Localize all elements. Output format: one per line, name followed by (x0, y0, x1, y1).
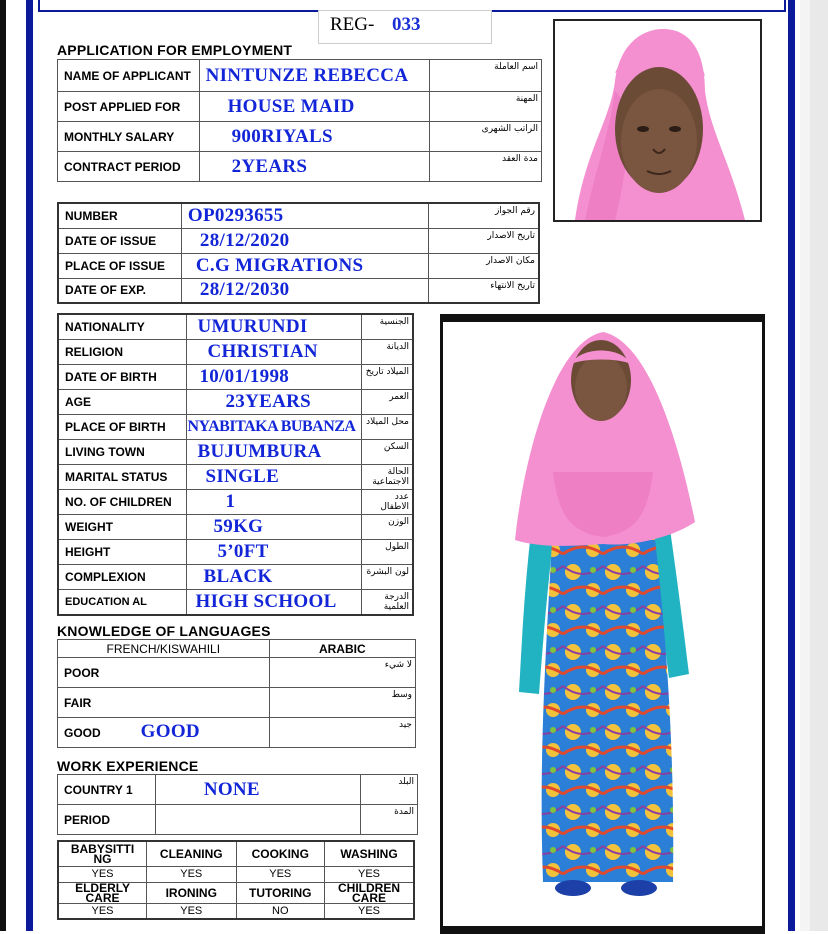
field-value: 2YEARS (199, 152, 430, 182)
level-label: FAIR (64, 696, 92, 710)
arabic-label: رقم الجواز (429, 203, 539, 228)
table-row (58, 564, 413, 589)
language-level (58, 688, 270, 718)
arabic-label: اسم العاملة (430, 60, 542, 92)
skill-value: YES (325, 866, 415, 882)
field-label: NAME OF APPLICANT (58, 60, 200, 92)
table-row (58, 92, 542, 122)
field-value: NINTUNZE REBECCA (199, 60, 430, 92)
table-row (58, 514, 413, 539)
field-value: 900RIYALS (199, 122, 430, 152)
arabic-label: لون البشرة (362, 564, 413, 589)
table-row (58, 253, 539, 278)
skill-name: BABYSITTI NG (58, 841, 147, 866)
skill-name: IRONING (147, 882, 236, 903)
field-value: 5’0FT (187, 539, 362, 564)
table-row (58, 152, 542, 182)
field-value: CHRISTIAN (187, 339, 362, 364)
field-label: AGE (58, 389, 187, 414)
level-value: GOOD (140, 721, 200, 742)
reg-number: 033 (392, 14, 421, 35)
passport-table (57, 202, 540, 304)
work-heading: WORK EXPERIENCE (57, 758, 199, 774)
headshot-photo (553, 19, 762, 222)
table-row (58, 364, 413, 389)
arabic-label: الطول (362, 539, 413, 564)
table-row (58, 775, 418, 805)
field-value: SINGLE (187, 464, 362, 489)
skill-value: YES (236, 866, 325, 882)
language-level (58, 718, 270, 748)
skill-name: TUTORING (236, 882, 325, 903)
skill-name: WASHING (325, 841, 415, 866)
field-value: BLACK (187, 564, 362, 589)
skill-value: YES (58, 903, 147, 919)
table-row (58, 539, 413, 564)
arabic-label: الحالة الاجتماعية (362, 464, 413, 489)
application-heading: APPLICATION FOR EMPLOYMENT (57, 42, 293, 58)
field-value: OP0293655 (181, 203, 428, 228)
field-label: PLACE OF ISSUE (58, 253, 181, 278)
field-label: COMPLEXION (58, 564, 187, 589)
skill-name: CLEANING (147, 841, 236, 866)
field-label: POST APPLIED FOR (58, 92, 200, 122)
skill-value: YES (147, 866, 236, 882)
field-value: 28/12/2030 (181, 278, 428, 303)
field-value (155, 805, 360, 835)
arabic-label: محل الميلاد (362, 414, 413, 439)
field-label: NATIONALITY (58, 314, 187, 339)
arabic-label: الجنسية (362, 314, 413, 339)
skill-name: ELDERLY CARE (58, 882, 147, 903)
table-row (58, 589, 413, 615)
field-value: NYABITAKA BUBANZA (187, 414, 362, 439)
table-row (58, 805, 418, 835)
arabic-label: الميلاد تاريخ (362, 364, 413, 389)
application-table (57, 59, 542, 182)
reg-label: REG- (330, 14, 375, 35)
screen-edge-left (0, 0, 6, 931)
field-label: LIVING TOWN (58, 439, 187, 464)
arabic-label: الوزن (362, 514, 413, 539)
table-row (58, 882, 414, 903)
table-row (58, 688, 416, 718)
screen-edge-right-inner (810, 0, 828, 931)
work-table (57, 774, 418, 835)
arabic-label: تاريخ الاصدار (429, 228, 539, 253)
personal-table (57, 313, 414, 616)
skills-table (57, 840, 415, 920)
skill-name: COOKING (236, 841, 325, 866)
frame-border-left (26, 0, 33, 931)
arabic-label: وسط (269, 688, 415, 718)
field-value: 59KG (187, 514, 362, 539)
table-row (58, 841, 414, 866)
level-label: POOR (64, 666, 100, 680)
field-label: MONTHLY SALARY (58, 122, 200, 152)
table-row (58, 314, 413, 339)
arabic-label: لا شيء (269, 658, 415, 688)
table-row (58, 389, 413, 414)
language-level (58, 658, 270, 688)
arabic-label: السكن (362, 439, 413, 464)
table-row (58, 464, 413, 489)
field-label: DATE OF ISSUE (58, 228, 181, 253)
field-value: HIGH SCHOOL (187, 589, 362, 615)
skill-value: YES (147, 903, 236, 919)
arabic-label: المدة (361, 805, 418, 835)
table-row (58, 414, 413, 439)
arabic-label: الراتب الشهرى (430, 122, 542, 152)
field-value: UMURUNDI (187, 314, 362, 339)
skill-value: NO (236, 903, 325, 919)
table-row (58, 228, 539, 253)
field-label: NO. OF CHILDREN (58, 489, 187, 514)
field-value: 28/12/2020 (181, 228, 428, 253)
table-row (58, 640, 416, 658)
full-body-illustration (443, 322, 762, 926)
language-col-arabic: ARABIC (269, 640, 415, 658)
field-label: PLACE OF BIRTH (58, 414, 187, 439)
languages-table (57, 639, 416, 748)
field-label: RELIGION (58, 339, 187, 364)
field-label: DATE OF EXP. (58, 278, 181, 303)
table-row (58, 903, 414, 919)
field-label: WEIGHT (58, 514, 187, 539)
field-label: DATE OF BIRTH (58, 364, 187, 389)
arabic-label: تاريخ الانتهاء (429, 278, 539, 303)
arabic-label: الدرجة العلمية (362, 589, 413, 615)
skill-value: YES (325, 903, 415, 919)
field-value: C.G MIGRATIONS (181, 253, 428, 278)
table-row (58, 339, 413, 364)
field-label: PERIOD (58, 805, 156, 835)
table-row (58, 60, 542, 92)
table-row (58, 439, 413, 464)
field-label: HEIGHT (58, 539, 187, 564)
table-row (58, 658, 416, 688)
skill-name: CHILDREN CARE (325, 882, 415, 903)
field-value: BUJUMBURA (187, 439, 362, 464)
field-label: NUMBER (58, 203, 181, 228)
arabic-label: الديانة (362, 339, 413, 364)
field-value: 23YEARS (187, 389, 362, 414)
field-value: NONE (155, 775, 360, 805)
headshot-illustration (555, 21, 760, 220)
table-row (58, 866, 414, 882)
field-label: MARITAL STATUS (58, 464, 187, 489)
table-row (58, 278, 539, 303)
field-label: COUNTRY 1 (58, 775, 156, 805)
arabic-label: البلد (361, 775, 418, 805)
arabic-label: مدة العقد (430, 152, 542, 182)
field-value: 1 (187, 489, 362, 514)
table-row (58, 122, 542, 152)
language-col-french: FRENCH/KISWAHILI (58, 640, 270, 658)
arabic-label: العمر (362, 389, 413, 414)
level-label: GOOD (64, 726, 101, 740)
arabic-label: عدد الاطفال (362, 489, 413, 514)
table-row (58, 489, 413, 514)
skill-value: YES (58, 866, 147, 882)
arabic-label: مكان الاصدار (429, 253, 539, 278)
languages-heading: KNOWLEDGE OF LANGUAGES (57, 623, 271, 639)
field-value: HOUSE MAID (199, 92, 430, 122)
full-body-photo (440, 314, 765, 934)
field-value: 10/01/1998 (187, 364, 362, 389)
field-label: CONTRACT PERIOD (58, 152, 200, 182)
arabic-label: المهنة (430, 92, 542, 122)
field-label: EDUCATION AL (58, 589, 187, 615)
frame-border-right (788, 0, 795, 931)
arabic-label: جيد (269, 718, 415, 748)
table-row (58, 718, 416, 748)
table-row (58, 203, 539, 228)
